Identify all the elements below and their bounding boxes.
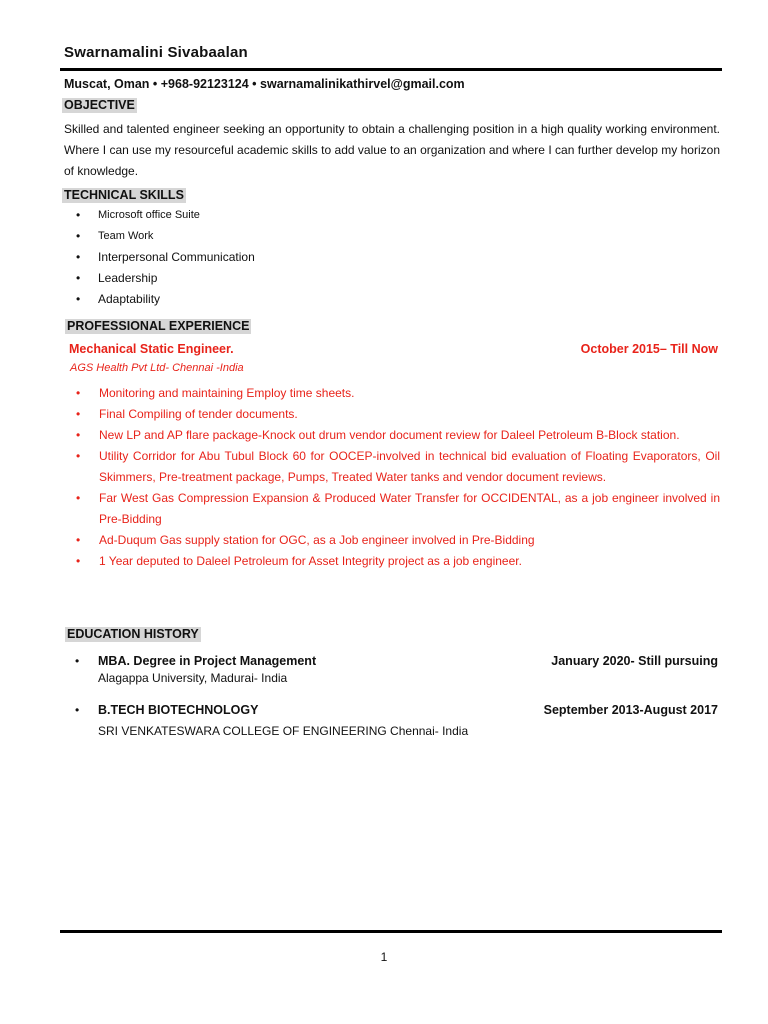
list-item: • Interpersonal Communication [76,247,255,268]
skills-heading: TECHNICAL SKILLS [64,188,184,202]
job-date: October 2015– Till Now [580,342,718,356]
company-name: AGS Health Pvt Ltd- Chennai -India [70,362,244,374]
education-institution: Alagappa University, Madurai- India [98,671,288,685]
bullet-icon: • [76,428,81,442]
bullet-icon: • [75,654,80,668]
objective-text: Skilled and talented engineer seeking an opportunity to obtain a challenging position in a high quality working environment. Where I can use my resourceful academic skills to add value to an organization and where I can further develop my horizon of knowledge. [64,122,720,178]
education-heading: EDUCATION HISTORY [67,627,199,641]
bullet-icon: • [76,554,81,568]
list-item: • Far West Gas Compression Expansion & Produced Water Transfer for OCCIDENTAL, as a job engineer involved in Pre-Bidding [76,488,720,530]
candidate-name: Swarnamalini Sivabaalan [64,44,248,61]
bottom-divider [60,930,722,933]
bullet-icon: • [76,271,81,285]
list-item: • Adaptability [76,289,255,310]
list-item: • Ad-Duqum Gas supply station for OGC, as a Job engineer involved in Pre-Bidding [76,530,720,551]
list-item: • 1 Year deputed to Daleel Petroleum for Asset Integrity project as a job engineer. [76,551,720,572]
bullet-icon: • [76,386,81,400]
skills-list [76,205,255,310]
education-date: September 2013-August 2017 [543,703,718,717]
list-item: • Final Compiling of tender documents. [76,404,720,425]
list-item: • New LP and AP flare package-Knock out drum vendor document review for Daleel Petroleum B-Block station. [76,425,720,446]
bullet-icon: • [75,703,80,717]
list-item: • Microsoft office Suite [76,205,255,226]
education-institution: SRI VENKATESWARA COLLEGE OF ENGINEERING Chennai- India [98,724,469,738]
list-item: • Team Work [76,226,255,247]
job-title: Mechanical Static Engineer. [69,342,234,356]
list-item: • Monitoring and maintaining Employ time sheets. [76,383,720,404]
contact-line: Muscat, Oman • +968-92123124 • swarnamalinikathirvel@gmail.com [64,77,465,91]
education-degree: B.TECH BIOTECHNOLOGY [98,703,259,717]
education-date: January 2020- Still pursuing [551,654,718,668]
experience-heading: PROFESSIONAL EXPERIENCE [67,319,250,333]
bullet-icon: • [76,491,81,505]
objective-heading: OBJECTIVE [64,98,135,112]
bullet-icon: • [76,292,81,306]
duties-list [76,383,720,572]
bullet-icon: • [76,208,81,222]
page-number: 1 [380,950,388,964]
bullet-icon: • [76,407,81,421]
list-item: • Utility Corridor for Abu Tubul Block 60 for OOCEP-involved in technical bid evaluation of Floating Evaporators, Oil Skimmers, Pre-treatment package, Pumps, Treated Water tanks and vendor document reviews. [76,446,720,488]
bullet-icon: • [76,229,81,243]
bullet-icon: • [76,449,81,463]
education-degree: MBA. Degree in Project Management [98,654,317,668]
top-divider [60,68,722,71]
list-item: • Leadership [76,268,255,289]
bullet-icon: • [76,250,81,264]
bullet-icon: • [76,533,81,547]
